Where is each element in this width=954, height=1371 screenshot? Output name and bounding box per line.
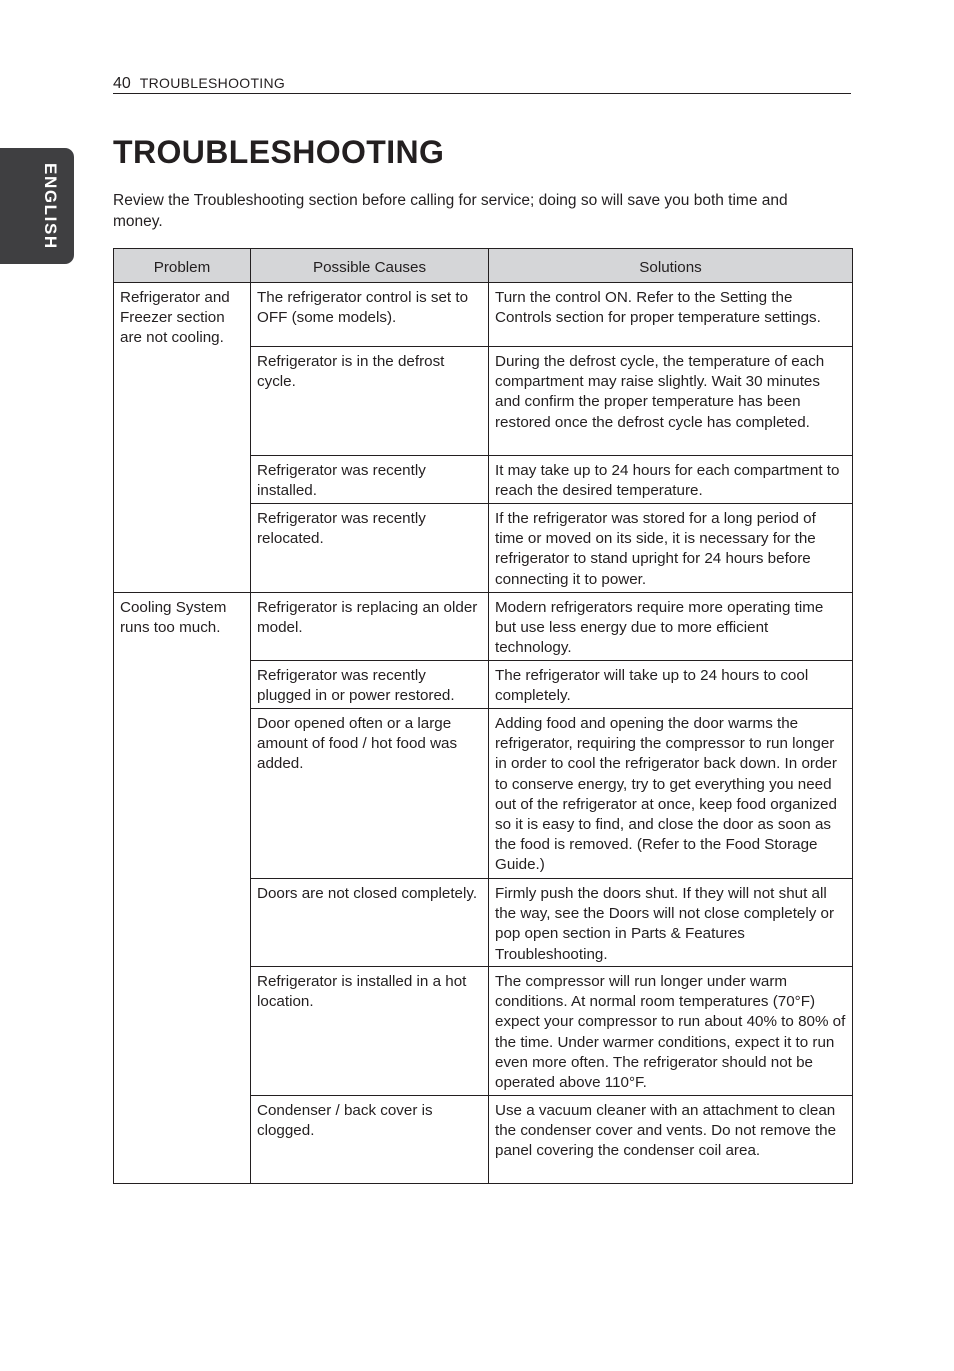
cause-cell: Doors are not closed completely.	[251, 879, 489, 967]
cause-cell: Refrigerator was recently relocated.	[251, 504, 489, 593]
page-header	[113, 74, 851, 94]
solution-cell: Firmly push the doors shut. If they will not shut all the way, see the Doors will not close completely or pop open section in Parts & Features Troubleshooting.	[489, 879, 853, 967]
cause-cell: Condenser / back cover is clogged.	[251, 1096, 489, 1184]
solution-cell: Use a vacuum cleaner with an attachment to clean the condenser cover and vents. Do not remove the panel covering the condenser coil area.	[489, 1096, 853, 1184]
solution-cell: The compressor will run longer under warm conditions. At normal room temperatures (70°F) expect your compressor to run about 40% to 80% of the time. Under warmer conditions, expect it to run even more often. The refrigerator should not be operated above 110°F.	[489, 967, 853, 1096]
solution-cell: Adding food and opening the door warms the refrigerator, requiring the compressor to run longer in order to cool the refrigerator back down. In order to conserve energy, try to get everything you need out of the refrigerator at once, keep food organized so it is easy to find, and close the door as soon as the food is removed. (Refer to the Food Storage Guide.)	[489, 709, 853, 879]
header-problem: Problem	[114, 249, 251, 283]
cause-cell: Refrigerator is replacing an older model.	[251, 593, 489, 661]
page-number: 40	[113, 75, 131, 92]
troubleshooting-table	[113, 248, 853, 1184]
header-possible-causes: Possible Causes	[251, 249, 489, 283]
solution-cell: If the refrigerator was stored for a long period of time or moved on its side, it is necessary for the refrigerator to stand upright for 24 hours before connecting it to power.	[489, 504, 853, 593]
solution-cell: It may take up to 24 hours for each compartment to reach the desired temperature.	[489, 456, 853, 504]
language-label: ENGLISH	[41, 163, 60, 250]
table-row	[114, 283, 853, 347]
intro-paragraph: Review the Troubleshooting section before calling for service; doing so will save you both time and money.	[113, 192, 788, 230]
page-title: TROUBLESHOOTING	[113, 134, 445, 170]
problem-cell: Cooling System runs too much.	[114, 593, 251, 1184]
cause-cell: Refrigerator is installed in a hot location.	[251, 967, 489, 1096]
solution-cell: Modern refrigerators require more operating time but use less energy due to more efficient technology.	[489, 593, 853, 661]
solution-cell: Turn the control ON. Refer to the Setting the Controls section for proper temperature settings.	[489, 283, 853, 347]
language-side-tab	[0, 148, 74, 264]
table-row	[114, 593, 853, 661]
solution-cell: The refrigerator will take up to 24 hours to cool completely.	[489, 661, 853, 709]
cause-cell: Refrigerator was recently installed.	[251, 456, 489, 504]
problem-cell: Refrigerator and Freezer section are not cooling.	[114, 283, 251, 593]
cause-cell: Refrigerator is in the defrost cycle.	[251, 347, 489, 456]
table-header-row	[114, 249, 853, 283]
cause-cell: Refrigerator was recently plugged in or power restored.	[251, 661, 489, 709]
cause-cell: The refrigerator control is set to OFF (some models).	[251, 283, 489, 347]
header-solutions: Solutions	[489, 249, 853, 283]
header-section-title: TROUBLESHOOTING	[139, 75, 286, 91]
solution-cell: During the defrost cycle, the temperature of each compartment may raise slightly. Wait 30 minutes and confirm the proper temperature has been restored once the defrost cycle has completed.	[489, 347, 853, 456]
cause-cell: Door opened often or a large amount of food / hot food was added.	[251, 709, 489, 879]
